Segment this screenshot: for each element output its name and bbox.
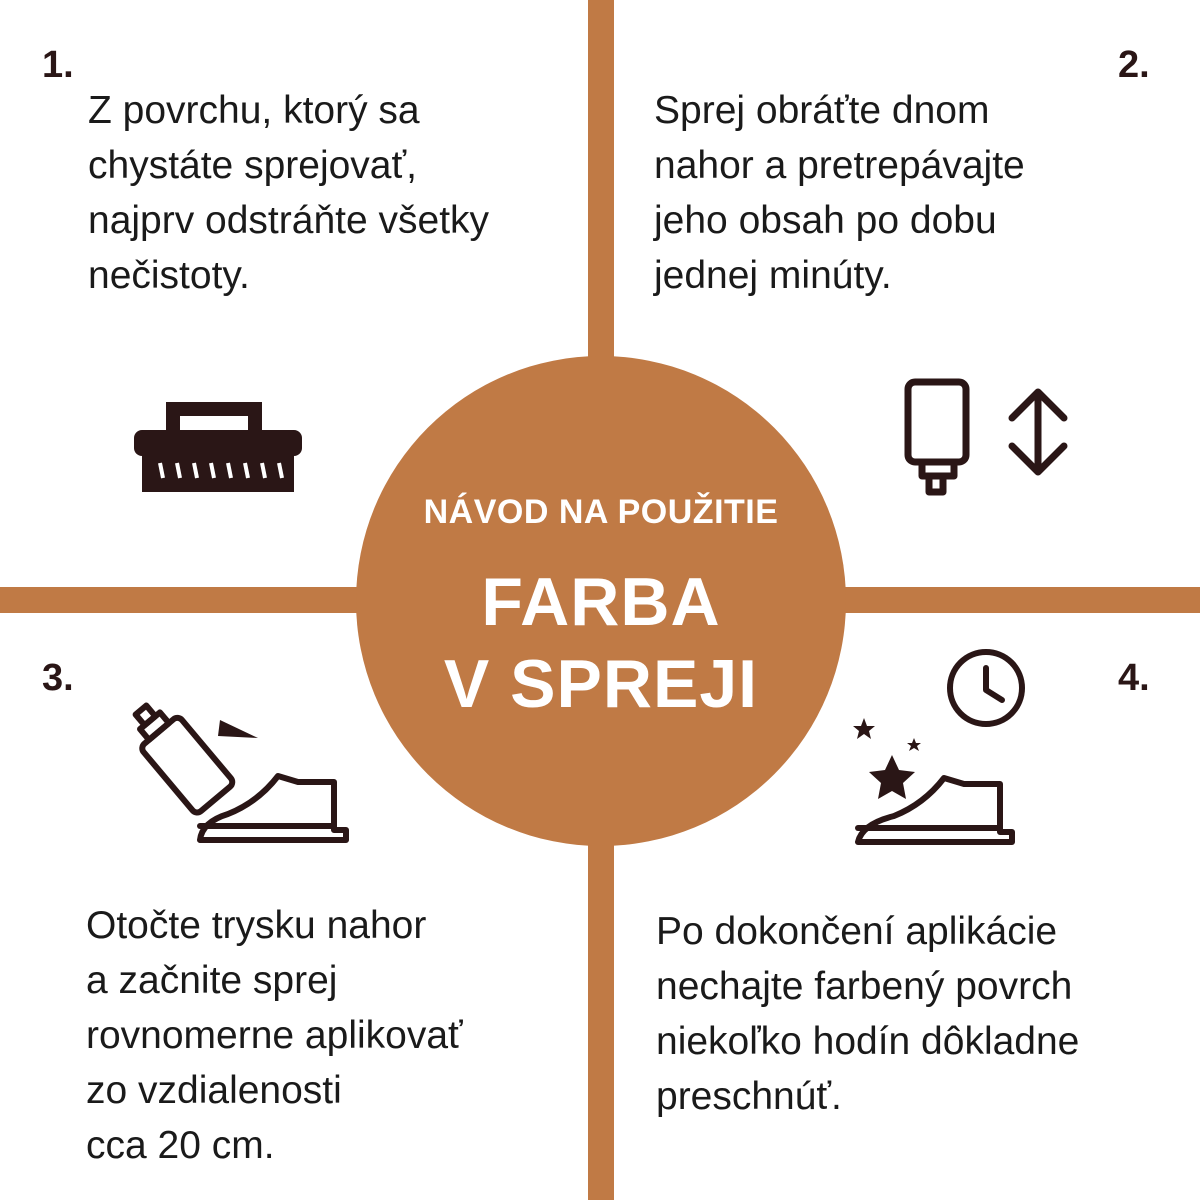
step-2-text: Sprej obráťte dnom nahor a pretrepávajte jeho obsah po dobu jednej minúty. (654, 89, 1025, 297)
step-2-number: 2. (1118, 44, 1150, 86)
spray-shake-icon (898, 374, 1068, 504)
clock-shoe-icon (848, 642, 1048, 852)
product-title (356, 561, 846, 725)
brush-icon (130, 398, 310, 498)
step-1-text: Z povrchu, ktorý sa chystáte sprejovať, najprv odstráňte všetky nečistoty. (88, 89, 490, 297)
step-1-number: 1. (42, 44, 74, 86)
step-4-text: Po dokončení aplikácie nechajte farbený povrch niekoľko hodín dôkladne preschnúť. (656, 910, 1080, 1118)
title-circle (356, 356, 846, 846)
step-4-number: 4. (1118, 657, 1150, 699)
spray-shoe-icon (108, 690, 358, 850)
instructions-subtitle: NÁVOD NA POUŽITIE (423, 493, 779, 531)
product-title-line1: FARBA (481, 564, 721, 640)
product-title-line2: V SPREJI (443, 646, 759, 722)
step-3-number: 3. (42, 657, 74, 699)
step-3-text: Otočte trysku nahor a začnite sprej rovnomerne aplikovať zo vzdialenosti cca 20 cm. (86, 904, 463, 1167)
